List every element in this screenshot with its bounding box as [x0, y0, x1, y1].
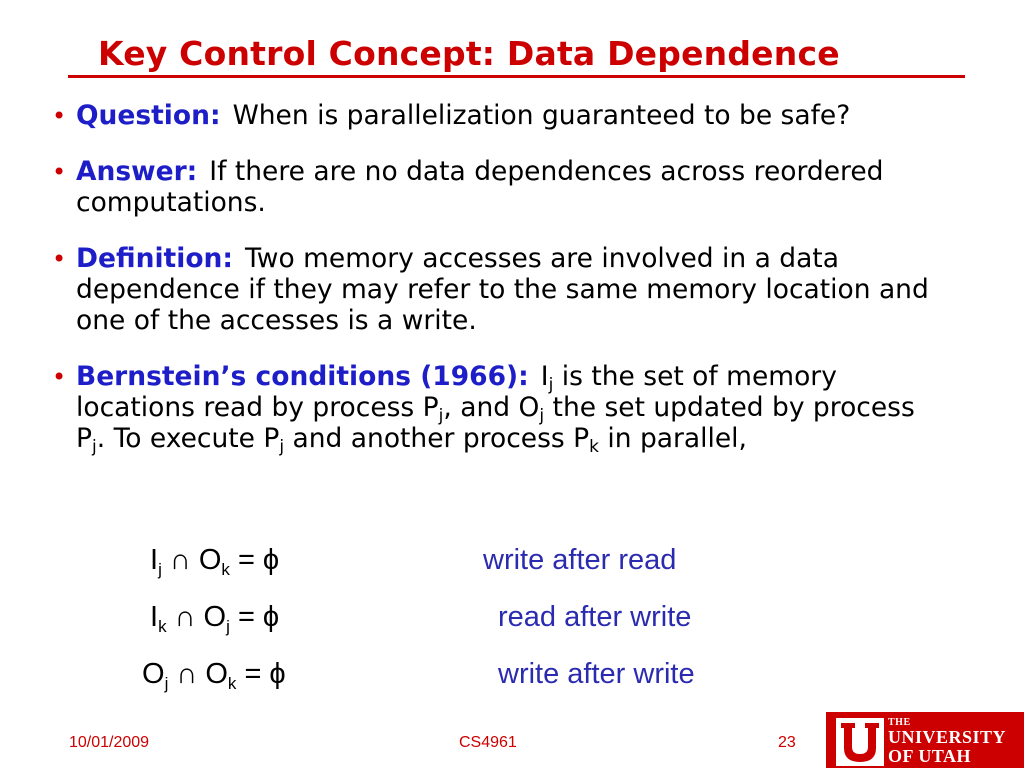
logo-of-utah: OF UTAH	[888, 746, 971, 766]
slide-number: 23	[778, 734, 796, 751]
bullet-definition	[52, 243, 952, 336]
logo-university: UNIVERSITY	[888, 727, 1007, 747]
condition-row	[0, 601, 1024, 639]
condition-row	[0, 658, 1024, 696]
bullet-text: $I_j$ is the set of memory locations read by process $P_j$, and $O_j$ the set updated by process $P_j$. To execute $P_j$ and another process $P_k$ in parallel,	[76, 361, 915, 457]
bullet-answer	[52, 156, 952, 218]
bullet-term: Definition:	[76, 243, 233, 274]
bullet-text: If there are no data dependences across reordered computations.	[76, 156, 884, 218]
bullet-question	[52, 100, 952, 131]
bullet-dot-icon: •	[52, 363, 67, 391]
footer-course: CS4961	[459, 734, 517, 751]
bullet-dot-icon: •	[52, 245, 67, 273]
logo-the: THE	[888, 717, 911, 728]
logo-wordmark	[888, 717, 1006, 766]
bullet-text: Two memory accesses are involved in a data dependence if they may refer to the same memory location and one of the accesses is a write.	[76, 243, 929, 336]
bullet-term: Bernstein’s conditions (1966):	[76, 361, 529, 392]
bullet-text: When is parallelization guaranteed to be safe?	[232, 100, 851, 131]
bullet-dot-icon: •	[52, 102, 67, 130]
bullet-dot-icon: •	[52, 158, 67, 186]
bullet-bernstein	[52, 361, 952, 457]
condition-name: write after write	[498, 658, 695, 690]
bullet-term: Question:	[76, 100, 221, 131]
condition-name: read after write	[498, 601, 692, 633]
bullet-term: Answer:	[76, 156, 198, 187]
condition-formula: $I_k$ ∩ $O_j = \phi$	[150, 601, 280, 636]
condition-row	[0, 544, 1024, 582]
condition-formula: $O_j$ ∩ $O_k = \phi$	[142, 658, 286, 693]
slide-title: Key Control Concept: Data Dependence	[98, 34, 840, 73]
university-of-utah-logo	[826, 712, 1024, 768]
bullet-list	[52, 100, 952, 479]
condition-name: write after read	[483, 544, 677, 576]
block-u-icon	[836, 718, 884, 766]
title-underline	[68, 75, 965, 78]
condition-formula: $I_j$ ∩ $O_k = \phi$	[150, 544, 280, 579]
footer-date: 10/01/2009	[69, 734, 150, 751]
